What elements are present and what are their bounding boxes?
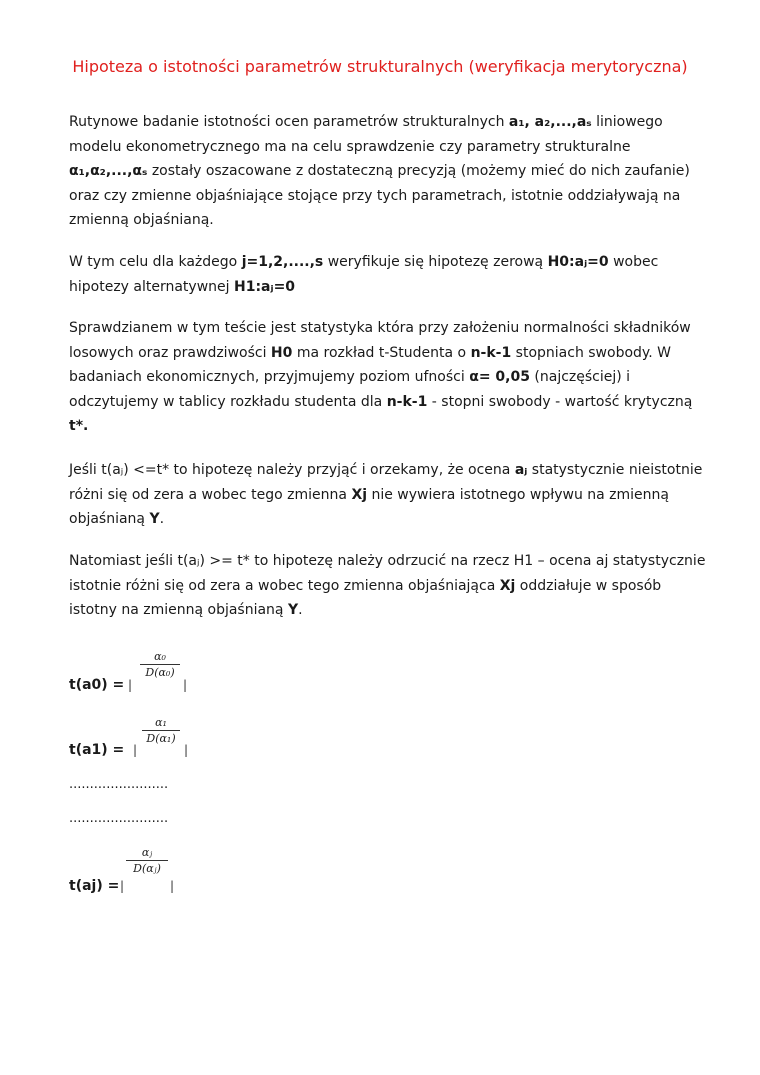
text-run: Jeśli t(aⱼ) <=t* to hipotezę należy przyjąć i orzekamy, że ocena	[69, 462, 515, 478]
text-run: stopniach swobody. W badaniach ekonomicznych, przyjmujemy poziom ufności	[69, 344, 671, 385]
fraction-a1	[142, 716, 180, 745]
bold-run: Xj	[351, 486, 368, 503]
paragraph-statistic	[69, 316, 709, 439]
bold-run: aⱼ	[514, 462, 528, 478]
abs-bar: |	[184, 743, 189, 757]
text-run: (najczęściej) i odczytujemy w tablicy rozkładu studenta dla	[69, 369, 631, 410]
numerator: αⱼ	[126, 846, 168, 861]
text-run: zostały oszacowane z dostateczną precyzją (możemy mieć do nich zaufanie) oraz czy zmienne objaśniające stojące przy tych parametrach, istotnie oddziaływają na zmienną objaśnianą.	[69, 163, 690, 228]
denominator: D(α₀)	[145, 666, 175, 679]
bold-run: n-k-1	[470, 344, 512, 361]
bold-run: H0:aⱼ=0	[547, 254, 609, 270]
text-run: statystycznie nieistotnie różni się od zera a wobec tego zmienna	[69, 462, 703, 503]
text-run: weryfikuje się hipotezę zerową	[323, 254, 548, 270]
text-run: .	[298, 602, 303, 618]
fraction-aj	[126, 846, 168, 875]
text-run: Rutynowe badanie istotności ocen parametrów strukturalnych	[69, 114, 509, 130]
denominator: D(αⱼ)	[133, 862, 161, 875]
bold-run: H1:aⱼ=0	[234, 278, 296, 295]
abs-bar: |	[133, 743, 138, 757]
numerator: α₀	[140, 650, 180, 665]
abs-bar: |	[170, 879, 175, 893]
formula-label-a0: t(a0) =	[69, 677, 125, 693]
bold-run: n-k-1	[386, 393, 428, 410]
paragraph-accept	[69, 458, 709, 532]
abs-bar: |	[183, 678, 188, 692]
bold-run: α= 0,05	[469, 369, 530, 385]
paragraph-reject	[69, 549, 709, 623]
bold-run: Y	[149, 511, 160, 527]
bold-run: Y	[287, 602, 299, 618]
ellipsis-line: ........................	[69, 811, 169, 826]
text-run: - stopni swobody - wartość krytyczną	[427, 393, 693, 410]
text-run: liniowego modelu ekonometrycznego ma na celu sprawdzenie czy parametry strukturalne	[69, 114, 663, 155]
numerator: α₁	[142, 716, 180, 731]
abs-bar: |	[120, 879, 125, 893]
text-run: Natomiast jeśli t(aⱼ) >= t* to hipotezę należy odrzucić na rzecz H1 – ocena aj statystycznie istotnie różni się od zera a wobec tego zmienna objaśniająca	[69, 553, 706, 594]
abs-bar: |	[128, 678, 133, 692]
text-run: nie wywiera istotnego wpływu na zmienną objaśnianą	[69, 486, 669, 527]
document-title: Hipoteza o istotności parametrów strukturalnych (weryfikacja merytoryczna)	[72, 57, 688, 76]
paragraph-hypothesis	[69, 250, 709, 299]
denominator: D(α₁)	[146, 732, 176, 745]
text-run: .	[159, 511, 165, 527]
bold-run: j=1,2,....,s	[241, 254, 324, 270]
text-run: oddziałuje w sposób istotny na zmienną objaśnianą	[69, 577, 662, 618]
text-run: W tym celu dla każdego	[69, 254, 242, 270]
formula-label-aj: t(aj) =	[69, 878, 120, 894]
fraction-a0	[140, 650, 180, 679]
paragraph-intro	[69, 110, 709, 233]
text-run: wobec hipotezy alternatywnej	[69, 254, 659, 295]
bold-run: Xj	[499, 577, 516, 594]
ellipsis-line: ........................	[69, 777, 169, 792]
formula-label-a1: t(a1) =	[69, 742, 125, 758]
bold-run: α₁,α₂,...,αₛ	[69, 163, 148, 179]
bold-run: H0	[270, 344, 293, 361]
bold-run: a₁, a₂,...,aₛ	[508, 114, 592, 130]
bold-run: t*.	[69, 418, 89, 434]
text-run: ma rozkład t-Studenta o	[292, 344, 471, 361]
text-run: Sprawdzianem w tym teście jest statystyka która przy założeniu normalności składników losowych oraz prawdziwości	[69, 320, 691, 361]
